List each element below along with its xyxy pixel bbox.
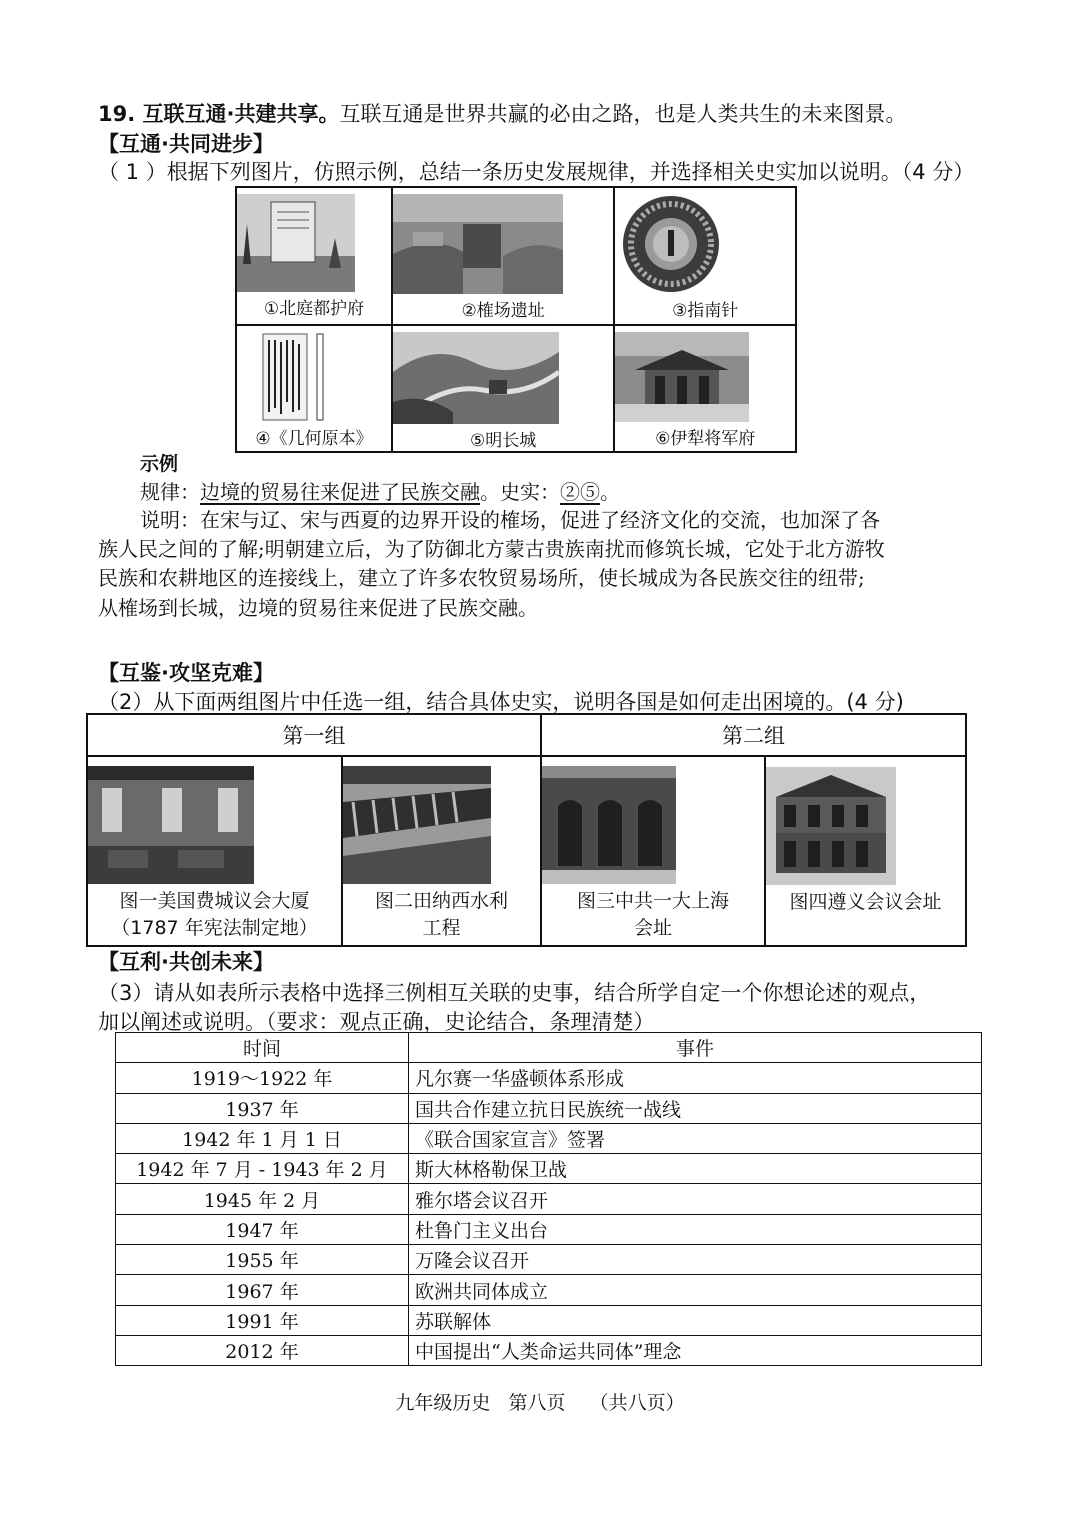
group-caption-1b: （1787 年宪法制定地）	[111, 917, 318, 939]
question-3-line-2: 加以阐述或说明。（要求：观点正确，史论结合，条理清楚）	[98, 1010, 655, 1034]
image-cell-5	[392, 325, 614, 452]
table-row	[116, 1123, 982, 1153]
row-event: 凡尔赛一华盛顿体系形成	[409, 1063, 982, 1093]
assembly-hall-photo-icon	[88, 766, 341, 884]
group-image-cell-4	[765, 756, 966, 946]
row-time: 1955 年	[116, 1245, 409, 1275]
stele-photo-icon	[237, 194, 391, 292]
book-page-photo-icon	[237, 332, 391, 422]
image-cell-2	[392, 187, 614, 325]
rule-label: 规律：	[140, 480, 200, 504]
fact-label: 。史实：	[480, 480, 560, 504]
explain-line-3: 民族和农耕地区的连接线上，建立了许多农牧贸易场所，使长城成为各民族交往的纽带;	[98, 566, 865, 590]
footer-page: 第八页	[508, 1392, 566, 1414]
pavilion-photo-icon	[615, 332, 795, 422]
table-row	[116, 1214, 982, 1244]
question-1: （ 1 ）根据下列图片，仿照示例，总结一条历史发展规律，并选择相关史实加以说明。（4 分）	[98, 160, 975, 184]
row-time: 1947 年	[116, 1214, 409, 1244]
row-time: 1937 年	[116, 1093, 409, 1123]
image-cell-6	[614, 325, 796, 452]
row-event: 雅尔塔会议召开	[409, 1184, 982, 1214]
group-1-header: 第一组	[87, 714, 541, 756]
image-caption: ⑤明长城	[470, 431, 537, 451]
shanghai-building-photo-icon	[542, 766, 764, 884]
image-caption: ③指南针	[672, 301, 739, 321]
row-time: 1942 年 1 月 1 日	[116, 1123, 409, 1153]
section-title-1: 【互通·共同进步】	[98, 132, 274, 156]
question-number-title: 19. 互联互通·共建共享。	[98, 102, 340, 126]
events-table-body	[116, 1063, 982, 1366]
explain-line-1: 说明：在宋与辽、宋与西夏的边界开设的榷场，促进了经济文化的交流，也加深了各	[140, 508, 880, 532]
table-row	[116, 1245, 982, 1275]
image-cell-1	[236, 187, 392, 325]
group-image-cell-3	[541, 756, 765, 946]
question-3-line-1: （3）请从如表所示表格中选择三例相互关联的史事，结合所学自定一个你想论述的观点，	[98, 981, 931, 1005]
row-time: 1942 年 7 月 - 1943 年 2 月	[116, 1154, 409, 1184]
row-event: 万隆会议召开	[409, 1245, 982, 1275]
image-grid-2	[86, 713, 967, 947]
table-row	[116, 1305, 982, 1335]
table-row	[116, 1335, 982, 1365]
table-row	[116, 1184, 982, 1214]
image-caption: ④《几何原本》	[255, 429, 373, 449]
image-caption: ⑥伊犁将军府	[655, 429, 756, 449]
section-title-2: 【互鉴·攻坚克难】	[98, 661, 274, 685]
row-time: 1945 年 2 月	[116, 1184, 409, 1214]
section-title-3: 【互利·共创未来】	[98, 950, 274, 974]
footer-subject: 九年级历史	[395, 1392, 491, 1414]
table-row	[116, 1275, 982, 1305]
dam-photo-icon	[343, 766, 540, 884]
ruins-photo-icon	[393, 194, 613, 294]
table-row	[116, 1093, 982, 1123]
question-2: （2）从下面两组图片中任选一组，结合具体史实，说明各国是如何走出困境的。(4 分)	[98, 690, 904, 714]
image-caption: ①北庭都护府	[263, 299, 365, 319]
group-image-cell-1	[87, 756, 342, 946]
table-row	[116, 1063, 982, 1093]
row-event: 《联合国家宣言》签署	[409, 1123, 982, 1153]
zunyi-building-photo-icon	[766, 767, 965, 885]
rule-text: 边境的贸易往来促进了民族交融	[200, 480, 480, 504]
row-time: 1919～1922 年	[116, 1063, 409, 1093]
row-event: 欧洲共同体成立	[409, 1275, 982, 1305]
row-time: 1967 年	[116, 1275, 409, 1305]
compass-photo-icon	[615, 194, 795, 294]
image-cell-4	[236, 325, 392, 452]
group-caption-1a: 图一美国费城议会大厦	[119, 890, 310, 912]
row-time: 1991 年	[116, 1305, 409, 1335]
row-event: 国共合作建立抗日民族统一战线	[409, 1093, 982, 1123]
image-grid-1	[235, 186, 797, 453]
group-caption-2a: 图二田纳西水利	[374, 890, 508, 912]
table-header-event: 事件	[409, 1033, 982, 1063]
row-time: 2012 年	[116, 1335, 409, 1365]
row-event: 杜鲁门主义出台	[409, 1214, 982, 1244]
fact-end: 。	[600, 480, 620, 504]
group-2-header: 第二组	[541, 714, 966, 756]
image-cell-3	[614, 187, 796, 325]
group-caption-2b: 工程	[422, 917, 461, 939]
group-image-cell-2	[342, 756, 541, 946]
image-caption: ②榷场遗址	[461, 301, 545, 321]
fact-text: ②⑤	[560, 480, 600, 504]
page-footer	[0, 1388, 1080, 1415]
footer-total: （共八页）	[589, 1392, 685, 1414]
question-heading	[98, 98, 907, 128]
explain-line-4: 从榷场到长城，边境的贸易往来促进了民族交融。	[98, 596, 538, 620]
group-caption-3b: 会址	[633, 917, 672, 939]
table-header-time: 时间	[116, 1033, 409, 1063]
great-wall-photo-icon	[393, 332, 613, 424]
example-rule	[140, 476, 620, 505]
group-caption-4a: 图四遵义会议会址	[789, 890, 942, 913]
row-event: 斯大林格勒保卫战	[409, 1154, 982, 1184]
row-event: 中国提出“人类命运共同体”理念	[409, 1335, 982, 1365]
group-caption-3a: 图三中共一大上海	[576, 890, 729, 912]
row-event: 苏联解体	[409, 1305, 982, 1335]
table-row	[116, 1154, 982, 1184]
explain-line-2: 族人民之间的了解;明朝建立后，为了防御北方蒙古贵族南扰而修筑长城，它处于北方游牧	[98, 537, 885, 561]
example-label: 示例	[140, 453, 179, 475]
events-table	[115, 1032, 982, 1366]
question-intro: 互联互通是世界共赢的必由之路，也是人类共生的未来图景。	[339, 102, 907, 126]
